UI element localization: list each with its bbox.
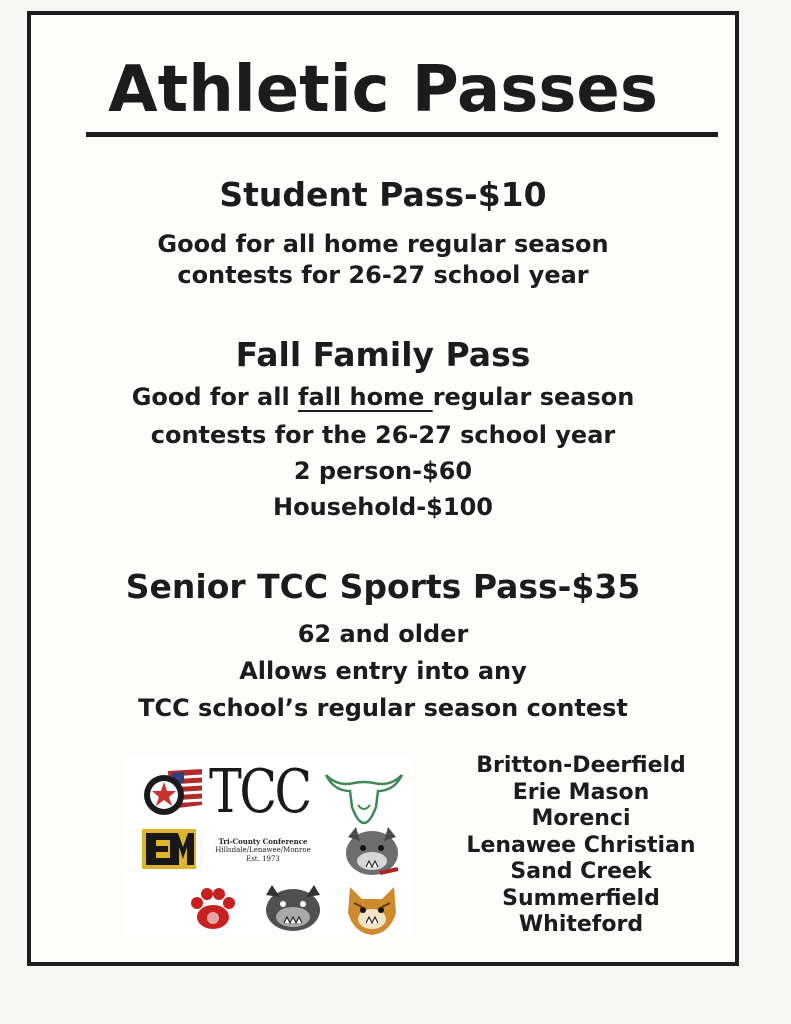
school-name: Britton-Deerfield: [476, 753, 686, 778]
poster-title: Athletic Passes: [108, 53, 658, 127]
school-name: Morenci: [531, 806, 631, 831]
student-pass-line-1: Good for all home regular season: [157, 230, 609, 258]
em-letters-icon: [140, 825, 198, 873]
bobcat-icon: [344, 883, 400, 937]
senior-pass-line-3: TCC school’s regular season contest: [138, 694, 628, 722]
flag-emblem-icon: [142, 765, 204, 821]
senior-pass-line-2: Allows entry into any: [239, 657, 527, 685]
bulldog-icon: [260, 883, 326, 935]
tcc-wordmark: TCC: [209, 757, 310, 827]
school-name: Sand Creek: [510, 859, 652, 884]
longhorn-icon: [322, 765, 406, 825]
fall-home-underlined: fall home: [298, 383, 433, 411]
student-pass-heading: Student Pass-$10: [219, 175, 547, 214]
school-name: Lenawee Christian: [466, 832, 696, 858]
school-name: Whiteford: [518, 912, 644, 937]
member-schools-list: [451, 753, 711, 939]
poster-frame: [27, 11, 739, 966]
bulldog-icon: [340, 823, 404, 881]
tcc-caption: Tri-County Conference Hillsdale/Lenawee/Monroe Est. 1973: [215, 837, 311, 863]
school-name: Summerfield: [502, 885, 660, 911]
family-pass-line-1: Good for all fall home regular season: [131, 383, 635, 411]
senior-pass-line-1: 62 and older: [297, 620, 469, 648]
school-name: Erie Mason: [512, 779, 650, 805]
tcc-conference-logo: [126, 757, 410, 937]
family-pass-heading: Fall Family Pass: [235, 335, 531, 374]
senior-pass-heading: Senior TCC Sports Pass-$35: [125, 567, 641, 606]
family-pass-household-price: Household-$100: [273, 493, 493, 521]
paw-print-icon: [188, 887, 238, 931]
family-pass-line-2: contests for the 26-27 school year: [150, 421, 616, 449]
student-pass-line-2: contests for 26-27 school year: [177, 261, 589, 289]
family-pass-two-person-price: 2 person-$60: [293, 457, 473, 485]
title-underline: [86, 132, 718, 137]
